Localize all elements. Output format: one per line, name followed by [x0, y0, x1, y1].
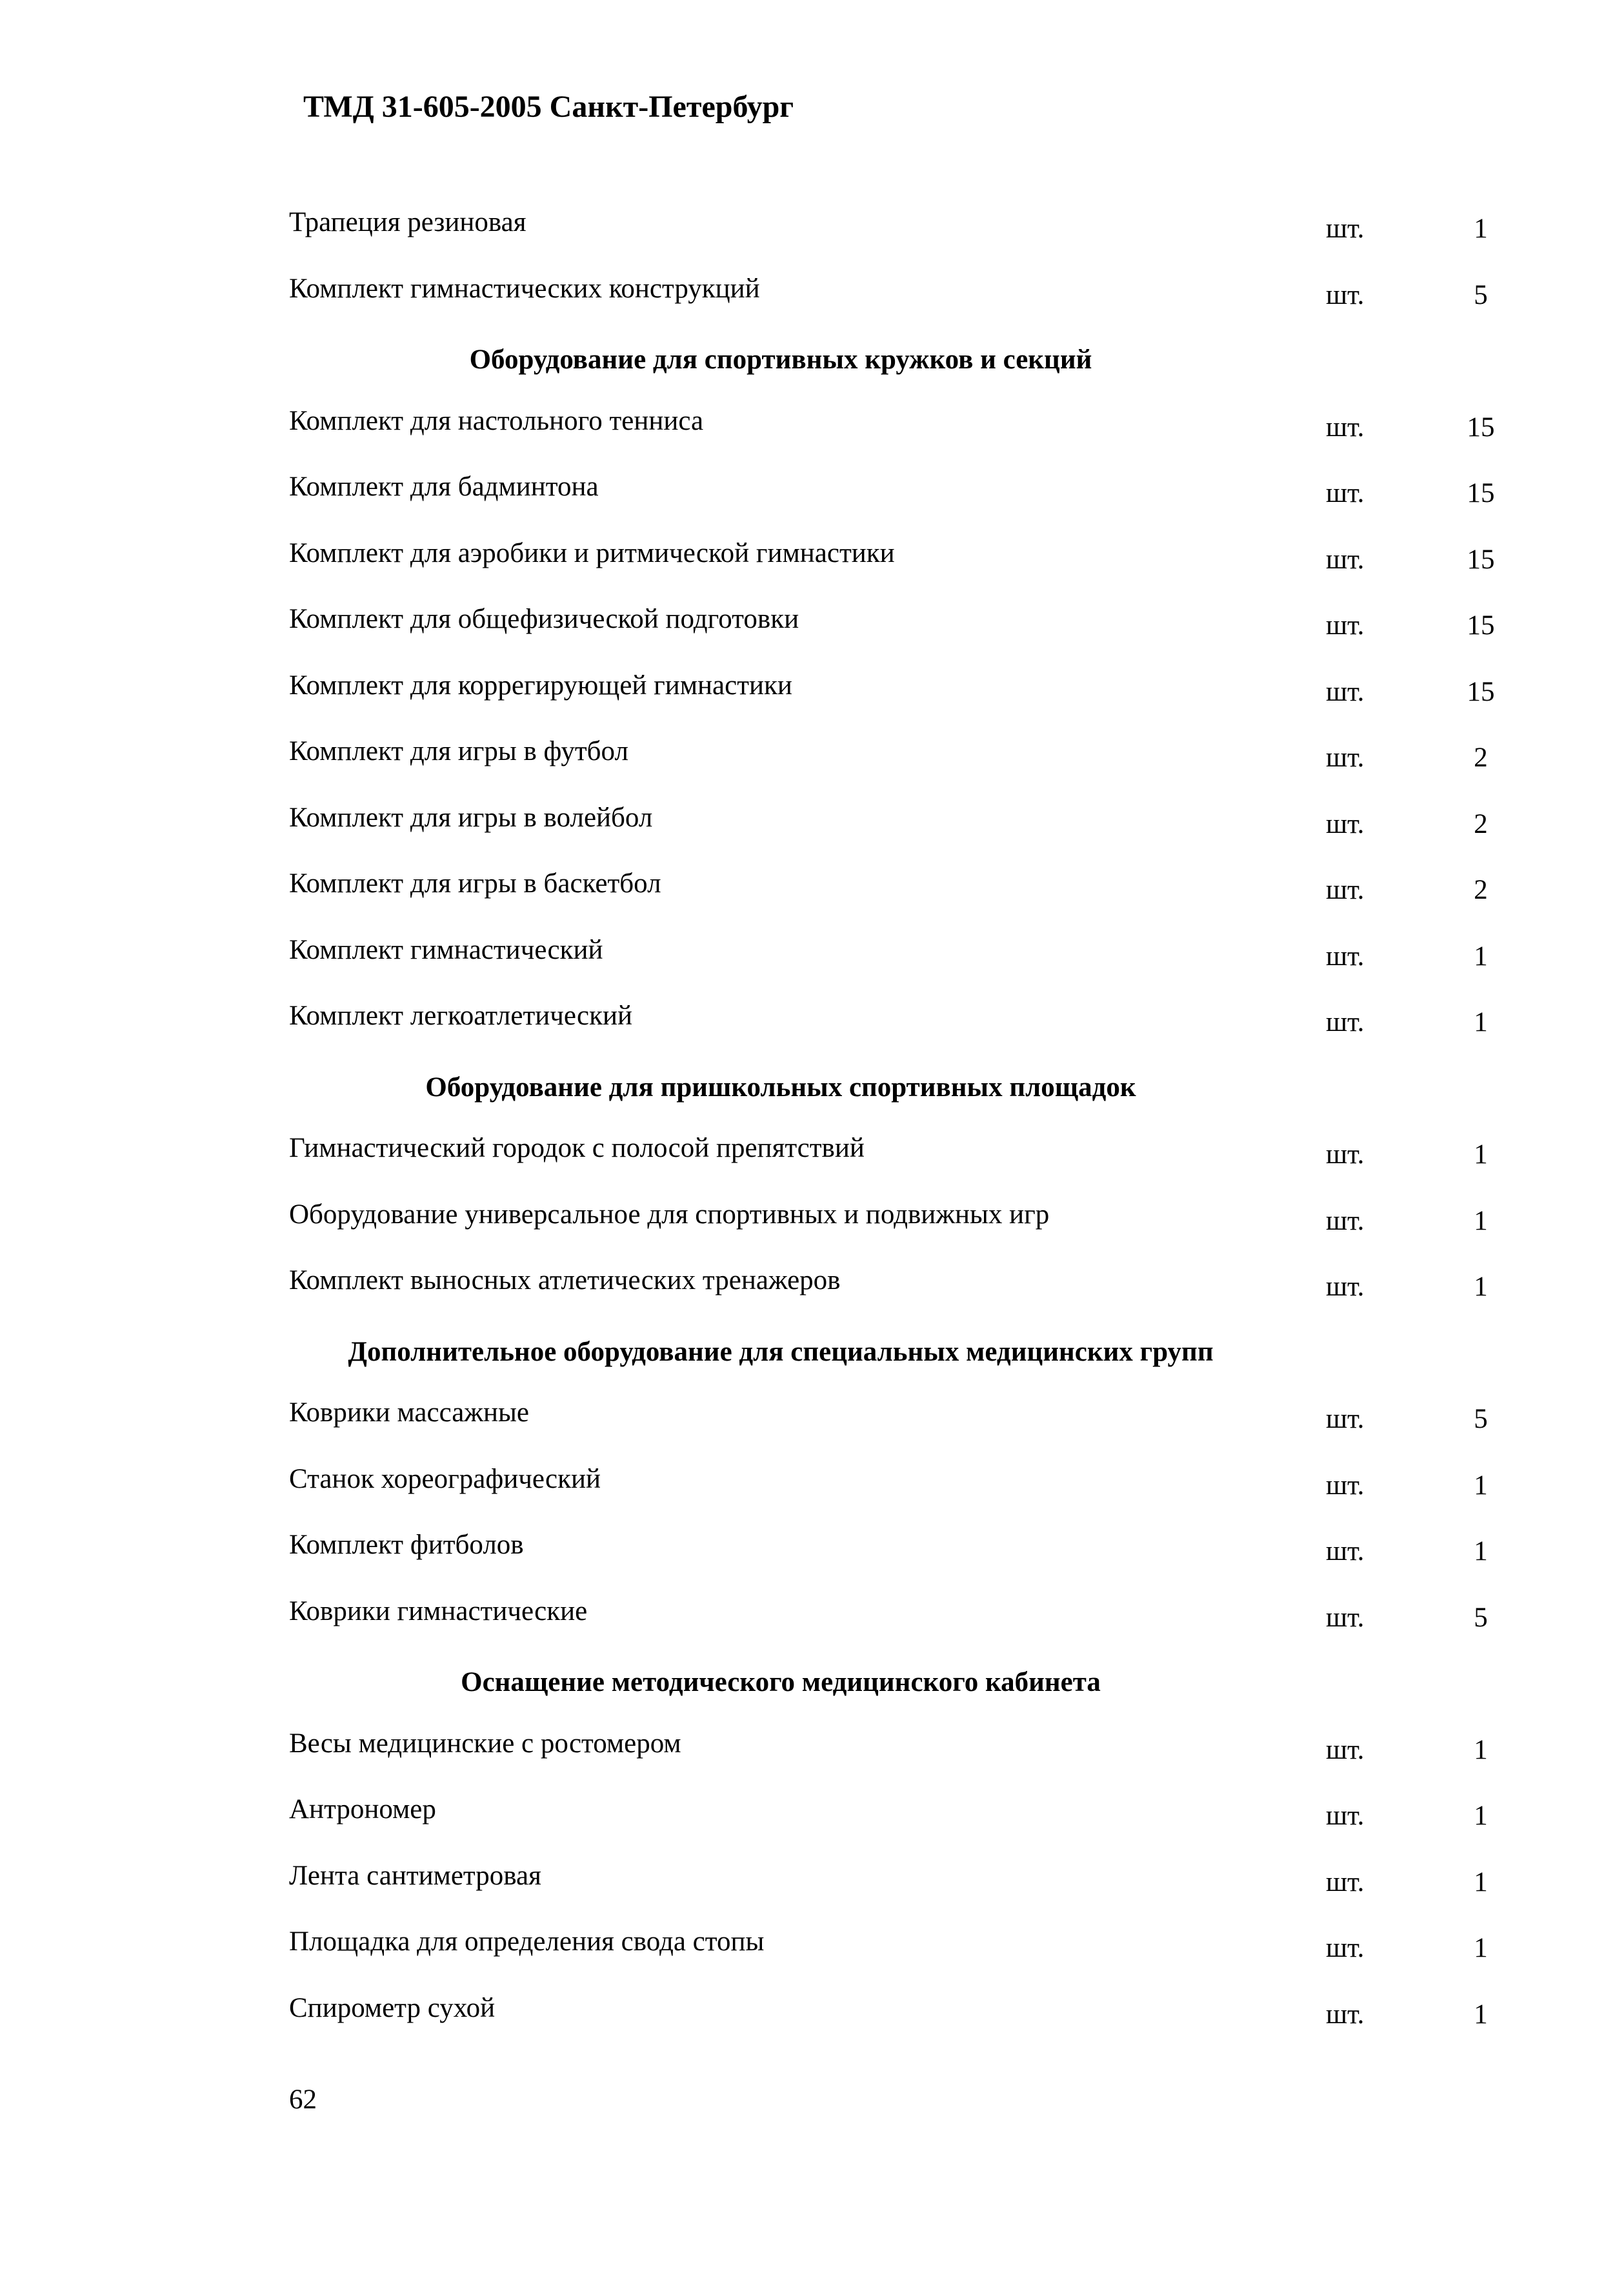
section-heading [0, 1318, 1624, 1384]
equipment-row [0, 194, 1624, 260]
equipment-name: Комплект для игры в волейбол [289, 802, 653, 833]
equipment-name: Площадка для определения свода стопы [289, 1926, 765, 1957]
equipment-unit: шт. [1326, 412, 1365, 443]
equipment-unit: шт. [1326, 875, 1365, 905]
section-heading-text: Оборудование для пришкольных спортивных площадок [425, 1072, 1136, 1103]
equipment-unit: шт. [1326, 676, 1365, 707]
equipment-row [0, 789, 1624, 855]
equipment-name: Трапеция резиновая [289, 207, 526, 237]
equipment-unit: шт. [1326, 478, 1365, 508]
equipment-unit: шт. [1326, 1999, 1365, 2030]
equipment-name: Весы медицинские с ростомером [289, 1728, 681, 1759]
section-heading [0, 1054, 1624, 1120]
section-heading [0, 326, 1624, 392]
section-heading-text: Оборудование для спортивных кружков и секций [469, 345, 1092, 375]
equipment-unit: шт. [1326, 1602, 1365, 1633]
equipment-unit: шт. [1326, 214, 1365, 244]
equipment-unit: шт. [1326, 743, 1365, 773]
equipment-name: Комплект для настольного тенниса [289, 405, 704, 436]
equipment-name: Комплект для бадминтона [289, 472, 599, 502]
equipment-name: Комплект для игры в футбол [289, 736, 628, 766]
equipment-unit: шт. [1326, 1801, 1365, 1831]
equipment-quantity: 1 [1474, 1999, 1488, 2030]
equipment-unit: шт. [1326, 1866, 1365, 1897]
equipment-unit: шт. [1326, 1470, 1365, 1501]
equipment-row [0, 855, 1624, 921]
equipment-name: Комплект легкоатлетический [289, 1001, 633, 1031]
equipment-name: Коврики гимнастические [289, 1595, 588, 1626]
equipment-unit: шт. [1326, 1205, 1365, 1236]
document-header: ТМД 31-605-2005 Санкт-Петербург [303, 90, 794, 124]
equipment-row [0, 1781, 1624, 1847]
equipment-row [0, 392, 1624, 459]
equipment-quantity: 2 [1474, 875, 1488, 905]
equipment-name: Лента сантиметровая [289, 1860, 541, 1891]
equipment-name: Комплект выносных атлетических тренажеров [289, 1265, 841, 1295]
equipment-unit: шт. [1326, 1139, 1365, 1170]
equipment-unit: шт. [1326, 544, 1365, 575]
equipment-quantity: 1 [1474, 1139, 1488, 1170]
equipment-row [0, 1516, 1624, 1583]
equipment-name: Комплект гимнастических конструкций [289, 273, 760, 304]
equipment-quantity: 1 [1474, 1470, 1488, 1501]
equipment-unit: шт. [1326, 1933, 1365, 1963]
equipment-quantity: 15 [1467, 544, 1495, 575]
equipment-quantity: 1 [1474, 1734, 1488, 1765]
equipment-quantity: 5 [1474, 1602, 1488, 1633]
equipment-unit: шт. [1326, 610, 1365, 641]
equipment-row [0, 1715, 1624, 1781]
equipment-quantity: 1 [1474, 214, 1488, 244]
section-heading-text: Дополнительное оборудование для специальных медицинских групп [348, 1336, 1214, 1367]
equipment-row [0, 657, 1624, 723]
equipment-name: Гимнастический городок с полосой препятствий [289, 1133, 865, 1163]
section-heading [0, 1648, 1624, 1715]
equipment-quantity: 15 [1467, 412, 1495, 443]
equipment-quantity: 5 [1474, 279, 1488, 310]
equipment-quantity: 15 [1467, 610, 1495, 641]
equipment-name: Комплект для коррегирующей гимнастики [289, 670, 792, 701]
equipment-name: Комплект гимнастический [289, 934, 603, 965]
equipment-quantity: 2 [1474, 808, 1488, 839]
equipment-quantity: 1 [1474, 941, 1488, 972]
equipment-unit: шт. [1326, 1404, 1365, 1434]
equipment-unit: шт. [1326, 1734, 1365, 1765]
equipment-name: Комплект для общефизической подготовки [289, 604, 799, 634]
equipment-quantity: 15 [1467, 478, 1495, 508]
equipment-unit: шт. [1326, 1536, 1365, 1566]
equipment-name: Антрономер [289, 1794, 436, 1824]
equipment-quantity: 5 [1474, 1404, 1488, 1434]
equipment-row [0, 987, 1624, 1054]
equipment-row [0, 458, 1624, 525]
equipment-unit: шт. [1326, 1272, 1365, 1302]
equipment-quantity: 1 [1474, 1866, 1488, 1897]
equipment-quantity: 1 [1474, 1536, 1488, 1566]
equipment-quantity: 1 [1474, 1801, 1488, 1831]
equipment-name: Комплект для аэробики и ритмической гимнастики [289, 537, 895, 568]
equipment-unit: шт. [1326, 1007, 1365, 1037]
equipment-row [0, 260, 1624, 326]
page-number: 62 [289, 2084, 317, 2115]
equipment-row [0, 590, 1624, 657]
equipment-quantity: 2 [1474, 743, 1488, 773]
equipment-row [0, 1583, 1624, 1649]
equipment-row [0, 525, 1624, 591]
equipment-quantity: 1 [1474, 1205, 1488, 1236]
equipment-row [0, 1384, 1624, 1450]
equipment-unit: шт. [1326, 279, 1365, 310]
equipment-name: Комплект фитболов [289, 1530, 524, 1560]
equipment-name: Станок хореографический [289, 1463, 601, 1494]
equipment-quantity: 1 [1474, 1933, 1488, 1963]
equipment-row [0, 1979, 1624, 2046]
equipment-row [0, 1450, 1624, 1517]
equipment-list [0, 194, 1624, 2045]
equipment-unit: шт. [1326, 808, 1365, 839]
equipment-row [0, 1252, 1624, 1318]
equipment-name: Комплект для игры в баскетбол [289, 868, 661, 899]
equipment-name: Коврики массажные [289, 1397, 529, 1428]
equipment-row [0, 723, 1624, 789]
equipment-row [0, 921, 1624, 988]
equipment-name: Оборудование универсальное для спортивных и подвижных игр [289, 1199, 1050, 1230]
equipment-quantity: 15 [1467, 676, 1495, 707]
equipment-row [0, 1119, 1624, 1186]
equipment-row [0, 1186, 1624, 1252]
equipment-unit: шт. [1326, 941, 1365, 972]
equipment-quantity: 1 [1474, 1272, 1488, 1302]
section-heading-text: Оснащение методического медицинского кабинета [461, 1667, 1101, 1697]
equipment-row [0, 1847, 1624, 1914]
equipment-quantity: 1 [1474, 1007, 1488, 1037]
equipment-name: Спирометр сухой [289, 1992, 496, 2023]
equipment-row [0, 1913, 1624, 1979]
